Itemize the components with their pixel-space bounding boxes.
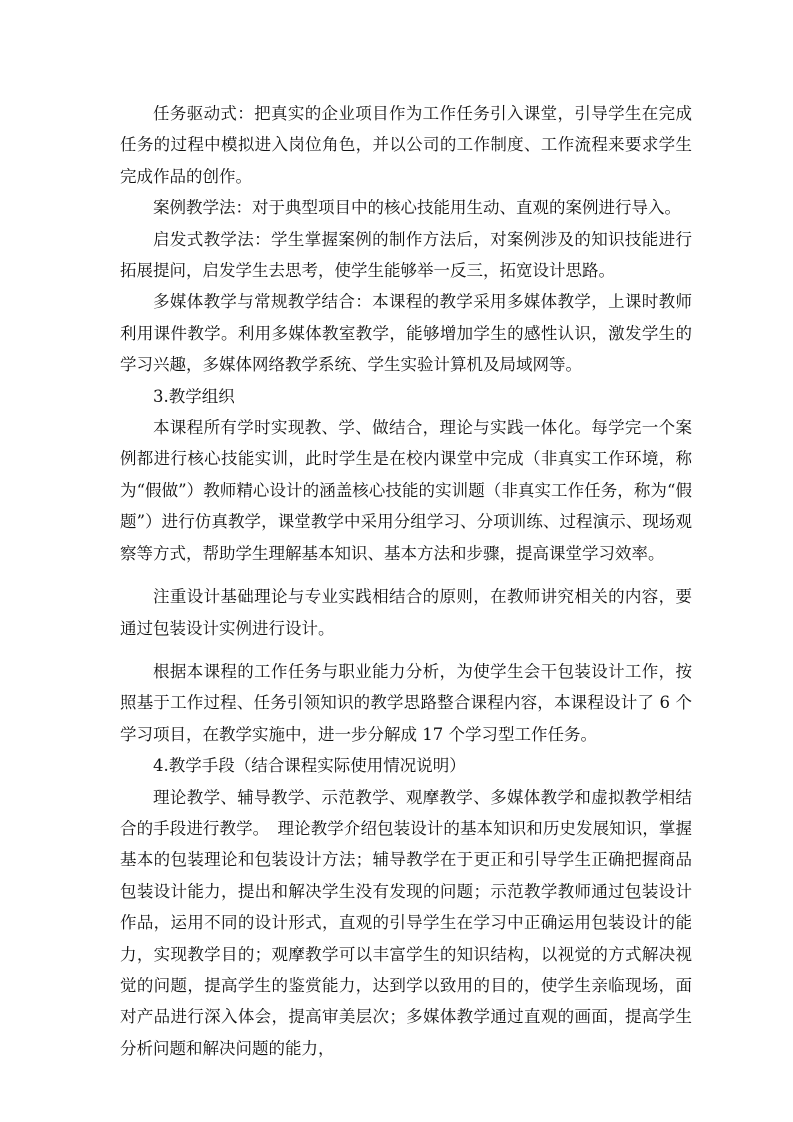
- section-heading-teaching-means: 4.教学手段（结合课程实际使用情况说明）: [153, 756, 466, 776]
- paragraph-teaching-means: 理论教学、辅导教学、示范教学、观摩教学、多媒体教学和虚拟教学相结合的手段进行教学。 理论教学介绍包装设计的基本知识和历史发展知识，掌握基本的包装理论和包装设计方法；辅导教学在于更正和引导学生正确把握商品包装设计能力，提出和解决学生没有发现的问题；示范教学教师通过包装设计作品，运用不同的设计形式，直观的引导学生在学习中正确运用包装设计的能力，实现教学目的；观摩教学可以丰富学生的知识结构，以视觉的方式解决视觉的问题，提高学生的鉴赏能力，达到学以致用的目的，使学生亲临现场，面对产品进行深入体会，提高审美层次；多媒体教学通过直观的画面，提高学生分析问题和解决问题的能力，: [120, 787, 692, 1058]
- paragraph-design-principle: 注重设计基础理论与专业实践相结合的原则，在教师讲究相关的内容，要通过包装设计实例进行设计。: [120, 587, 692, 638]
- paragraph-heuristic-teaching: 启发式教学法：学生掌握案例的制作方法后，对案例涉及的知识技能进行拓展提问，启发学生去思考，使学生能够举一反三，拓宽设计思路。: [120, 229, 692, 281]
- paragraph-case-teaching: 案例教学法：对于典型项目中的核心技能用生动、直观的案例进行导入。: [153, 198, 681, 218]
- paragraph-multimedia-teaching: 多媒体教学与常规教学结合：本课程的教学采用多媒体教学，上课时教师利用课件教学。利用多媒体教室教学，能够增加学生的感性认识，激发学生的学习兴趣，多媒体网络教学系统、学生实验计算机及局域网等。: [120, 292, 692, 375]
- section-heading-teaching-organization: 3.教学组织: [153, 386, 235, 406]
- paragraph-task-driven: 任务驱动式：把真实的企业项目作为工作任务引入课堂，引导学生在完成任务的过程中模拟进入岗位角色，并以公司的工作制度、工作流程来要求学生完成作品的创作。: [120, 104, 692, 186]
- paragraph-course-projects: 根据本课程的工作任务与职业能力分析，为使学生会干包装设计工作，按照基于工作过程、任务引领知识的教学思路整合课程内容，本课程设计了 6 个学习项目，在教学实施中，进一步分解成 17 个学习型工作任务。: [120, 661, 692, 744]
- document-body: [120, 98, 692, 1064]
- paragraph-teaching-organization: 本课程所有学时实现教、学、做结合，理论与实践一体化。每学完一个案例都进行核心技能实训，此时学生是在校内课堂中完成（非真实工作环境，称为“假做”）教师精心设计的涵盖核心技能的实训题（非真实工作任务，称为“假题”）进行仿真教学，课堂教学中采用分组学习、分项训练、过程演示、现场观察等方式，帮助学生理解基本知识、基本方法和步骤，提高课堂学习效率。: [120, 418, 692, 563]
